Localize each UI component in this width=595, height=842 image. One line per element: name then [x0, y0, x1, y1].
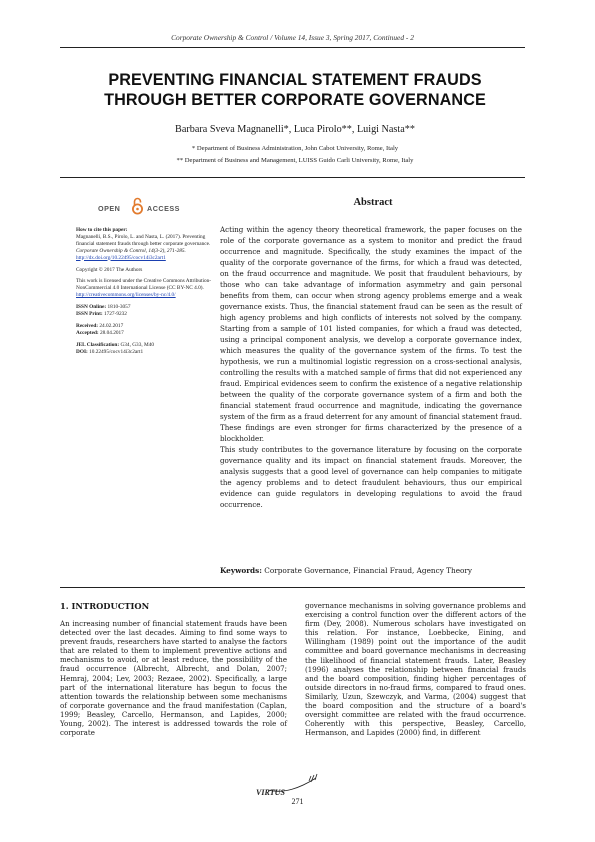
title-line-2: THROUGH BETTER CORPORATE GOVERNANCE [104, 91, 486, 109]
copyright: Copyright © 2017 The Authors [76, 266, 143, 273]
cite-text: Magnanelli, B.S., Pirolo, L. and Nasta, L. (2017). Preventing financial statement frauds through better corporate governance. [76, 233, 211, 247]
intro-left-text: An increasing number of financial statement frauds have been detected over the last decades. Aiming to find some ways to prevent frauds, researchers have started to analyse the factors that are related to them to implement preventive actions and mechanisms to avoid, or at least reduce, the possibility of the fraud occurrence (Albrecht, Albrecht, and Dolan, 2007; Hemraj, 2004; Lev, 2003; Rezaee, 2002). Specifically, a large part of the international literature has begun to focus the attention towards the relationship between some mechanisms of corporate governance and the fraud manifestation (Caplan, 1999; Beasley, Carcello, Hermanson, and Lapides, 2000; Young, 2002). The interest is addressed towards the role of corporate [60, 619, 287, 738]
affiliation-1: * Department of Business Administration, John Cabot University, Rome, Italy [191, 145, 399, 152]
issn-print: 1727-9232 [103, 311, 127, 318]
cite-journal: Corporate Ownership & Control, 14(3-2), 271-285. [76, 247, 186, 254]
header-rule [60, 47, 525, 48]
running-head: Corporate Ownership & Control / Volume 14, Issue 3, Spring 2017, Continued - 2 [171, 33, 414, 42]
keywords [220, 566, 525, 575]
affiliation-2: ** Department of Business and Management, LUISS Guido Carli University, Rome, Italy [176, 157, 414, 164]
cite-label: How to cite this paper: [76, 227, 128, 233]
svg-text:VIRTUS: VIRTUS [256, 788, 285, 797]
abstract-paragraph-2: This study contributes to the governance literature by focusing on the corporate governance quality and its impact on financial statement frauds. Moreover, the analysis suggests that a good level of governance can help companies to mitigate the agency problems and to detect fraudulent behaviours, thus our empirical evidence can guide regulators in developing regulations to avoid the fraud occurrence. [220, 445, 522, 509]
jel-label: JEL Classification: [76, 341, 120, 348]
cite-link[interactable]: http://dx.doi.org/10.22495/cocv14i3c2art1 [76, 254, 166, 261]
open-access-right: ACCESS [147, 204, 180, 213]
abstract-body [220, 224, 522, 510]
intro-right-column [305, 601, 526, 737]
section-heading: 1. INTRODUCTION [60, 601, 150, 611]
publisher-logo [256, 772, 336, 798]
issn-online-label: ISSN Online: [76, 304, 107, 311]
open-access-left: OPEN [98, 204, 121, 213]
license-text: This work is licensed under the Creative Commons Attribution-NonCommercial 4.0 International License (CC BY-NC 4.0). [76, 278, 212, 292]
issn-online: 1810-3057 [107, 304, 131, 311]
keywords-text: Corporate Governance, Financial Fraud, Agency Theory [264, 566, 473, 575]
publisher-swoosh-icon [256, 772, 336, 798]
abstract-paragraph-1: Acting within the agency theory theoretical framework, the paper focuses on the role of the corporate governance as a system to monitor and predict the fraud occurrence and magnitude. Specifically, the study examines the impact of the quality of the corporate governance of the firms, for which a fraud was detected, on the fraud occurrence and magnitude. We posit that fraudulent behaviours, by those who can take advantage of information asymmetry and gain personal benefits from them, can occur when strong agency problems emerge and a weak governance exists. Thus, the financial statement fraud can be seen as the result of high agency problems and high conflicts of interests not solved by the company. Starting from a sample of 101 listed companies, for which a fraud was detected, using a principal component analysis, we develop a corporate governance index, which measures the quality of the governance system of the firms. To test the hypothesis, we run a multinomial logistic regression on a cross-sectional analysis, controlling the results with a matched sample of firms that did not experienced any fraud. Empirical evidences seem to confirm the existence of a negative relationship between the quality of the corporate governance system of a firm and both the financial statement fraud occurrence and magnitude, indicating the governance system of the firm as a fraud deterrent for any amount of financial statement fraud. These findings are even stronger for firms characterized by the presence of a blockholder. [220, 225, 522, 443]
abstract-title: Abstract [353, 197, 393, 208]
received-label: Received: [76, 322, 99, 329]
sidebar [76, 227, 213, 361]
paper-title [60, 70, 530, 110]
doi-label: DOI: [76, 348, 88, 355]
open-access-badge [98, 196, 188, 218]
page-number: 271 [291, 797, 304, 806]
authors: Barbara Sveva Magnanelli*, Luca Pirolo**, Luigi Nasta** [175, 124, 415, 135]
keywords-label: Keywords: [220, 566, 262, 575]
intro-left-column [60, 619, 287, 737]
title-rule [60, 177, 525, 178]
doi: 10.22495/cocv14i3c2art1 [89, 348, 144, 355]
received-date: 24.02.2017 [99, 322, 124, 329]
jel-codes: G34, G33, M40 [120, 341, 155, 348]
open-lock-icon [131, 197, 144, 215]
license-link[interactable]: http://creativecommons.org/licenses/by-nc/4.0/ [76, 292, 176, 299]
issn-print-label: ISSN Print: [76, 311, 103, 318]
title-line-1: PREVENTING FINANCIAL STATEMENT FRAUDS [108, 71, 482, 89]
abstract-rule [60, 587, 525, 588]
accepted-date: 28.04.2017 [99, 329, 124, 336]
intro-right-text: governance mechanisms in solving governance problems and exercising a control function over the different actors of the firm (Dey, 2008). Numerous scholars have investigated on this relation. For instance, Loebbecke, Eining, and Willingham (1989) point out the importance of the audit committee and board governance mechanisms in decreasing the likelihood of financial statement frauds. Later, Beasley (1996) analyses the relationship between financial frauds and the board composition, finding higher percentages of outside directors in no-fraud firms, compared to fraud ones. Similarly, Uzun, Szewczyk, and Varma, (2004) suggest that the board composition and the structure of a board's oversight committee are related with the fraud occurrence. Coherently with this perspective, Beasley, Carcello, Hermanson, and Lapides (2000) find, in different [305, 601, 526, 738]
accepted-label: Accepted: [76, 329, 99, 336]
